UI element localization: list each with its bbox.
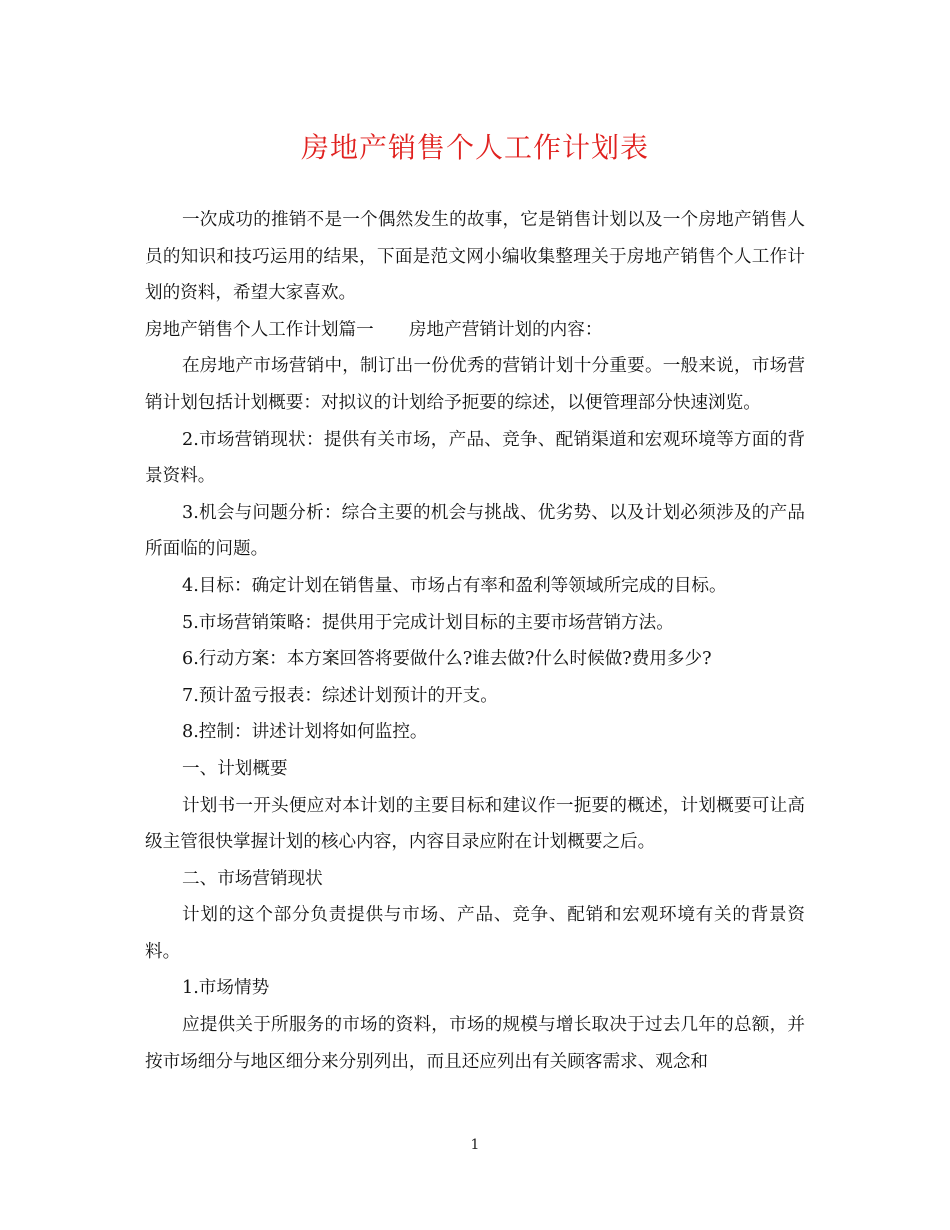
list-item-market-status: 2.市场营销现状：提供有关市场，产品、竞争、配销渠道和宏观环境等方面的背景资料。 [145, 429, 805, 487]
paragraph-marketing-plan-overview: 在房地产市场营销中，制订出一份优秀的营销计划十分重要。一般来说，市场营销计划包括计划概要：对拟议的计划给予扼要的综述，以便管理部分快速浏览。 [145, 356, 805, 413]
page-number: 1 [470, 1137, 480, 1153]
intro-paragraph: 一次成功的推销不是一个偶然发生的故事，它是销售计划以及一个房地产销售人员的知识和技巧运用的结果，下面是范文网小编收集整理关于房地产销售个人工作计划的资料，希望大家喜欢。 [145, 210, 805, 304]
paragraph-market-situation: 应提供关于所服务的市场的资料，市场的规模与增长取决于过去几年的总额，并按市场细分与地区细分来分别列出，而且还应列出有关顾客需求、观念和 [145, 1015, 805, 1072]
list-item-goals: 4.目标：确定计划在销售量、市场占有率和盈利等领域所完成的目标。 [182, 575, 727, 596]
list-item-control: 8.控制：讲述计划将如何监控。 [182, 722, 428, 743]
section-heading-plan-one: 房地产销售个人工作计划篇一 房地产营销计划的内容： [145, 319, 603, 340]
document-body [145, 202, 805, 1080]
list-item-profit-loss: 7.预计盈亏报表：综述计划预计的开支。 [182, 685, 498, 706]
subheading-market-situation: 1.市场情势 [182, 978, 270, 999]
list-item-action-plan: 6.行动方案：本方案回答将要做什么?谁去做?什么时候做?费用多少? [182, 649, 712, 670]
paragraph-market-status: 计划的这个部分负责提供与市场、产品、竞争、配销和宏观环境有关的背景资料。 [145, 905, 805, 962]
list-item-opportunity-analysis: 3.机会与问题分析：综合主要的机会与挑战、优劣势、以及计划必须涉及的产品所面临的问题。 [145, 502, 805, 560]
list-item-marketing-strategy: 5.市场营销策略：提供用于完成计划目标的主要市场营销方法。 [182, 612, 674, 633]
paragraph-plan-summary: 计划书一开头便应对本计划的主要目标和建议作一扼要的概述，计划概要可让高级主管很快掌握计划的核心内容，内容目录应附在计划概要之后。 [145, 795, 805, 853]
section-heading-market-status: 二、市场营销现状 [182, 868, 323, 889]
section-heading-plan-summary: 一、计划概要 [182, 758, 288, 779]
document-title: 房地产销售个人工作计划表 [300, 131, 649, 164]
